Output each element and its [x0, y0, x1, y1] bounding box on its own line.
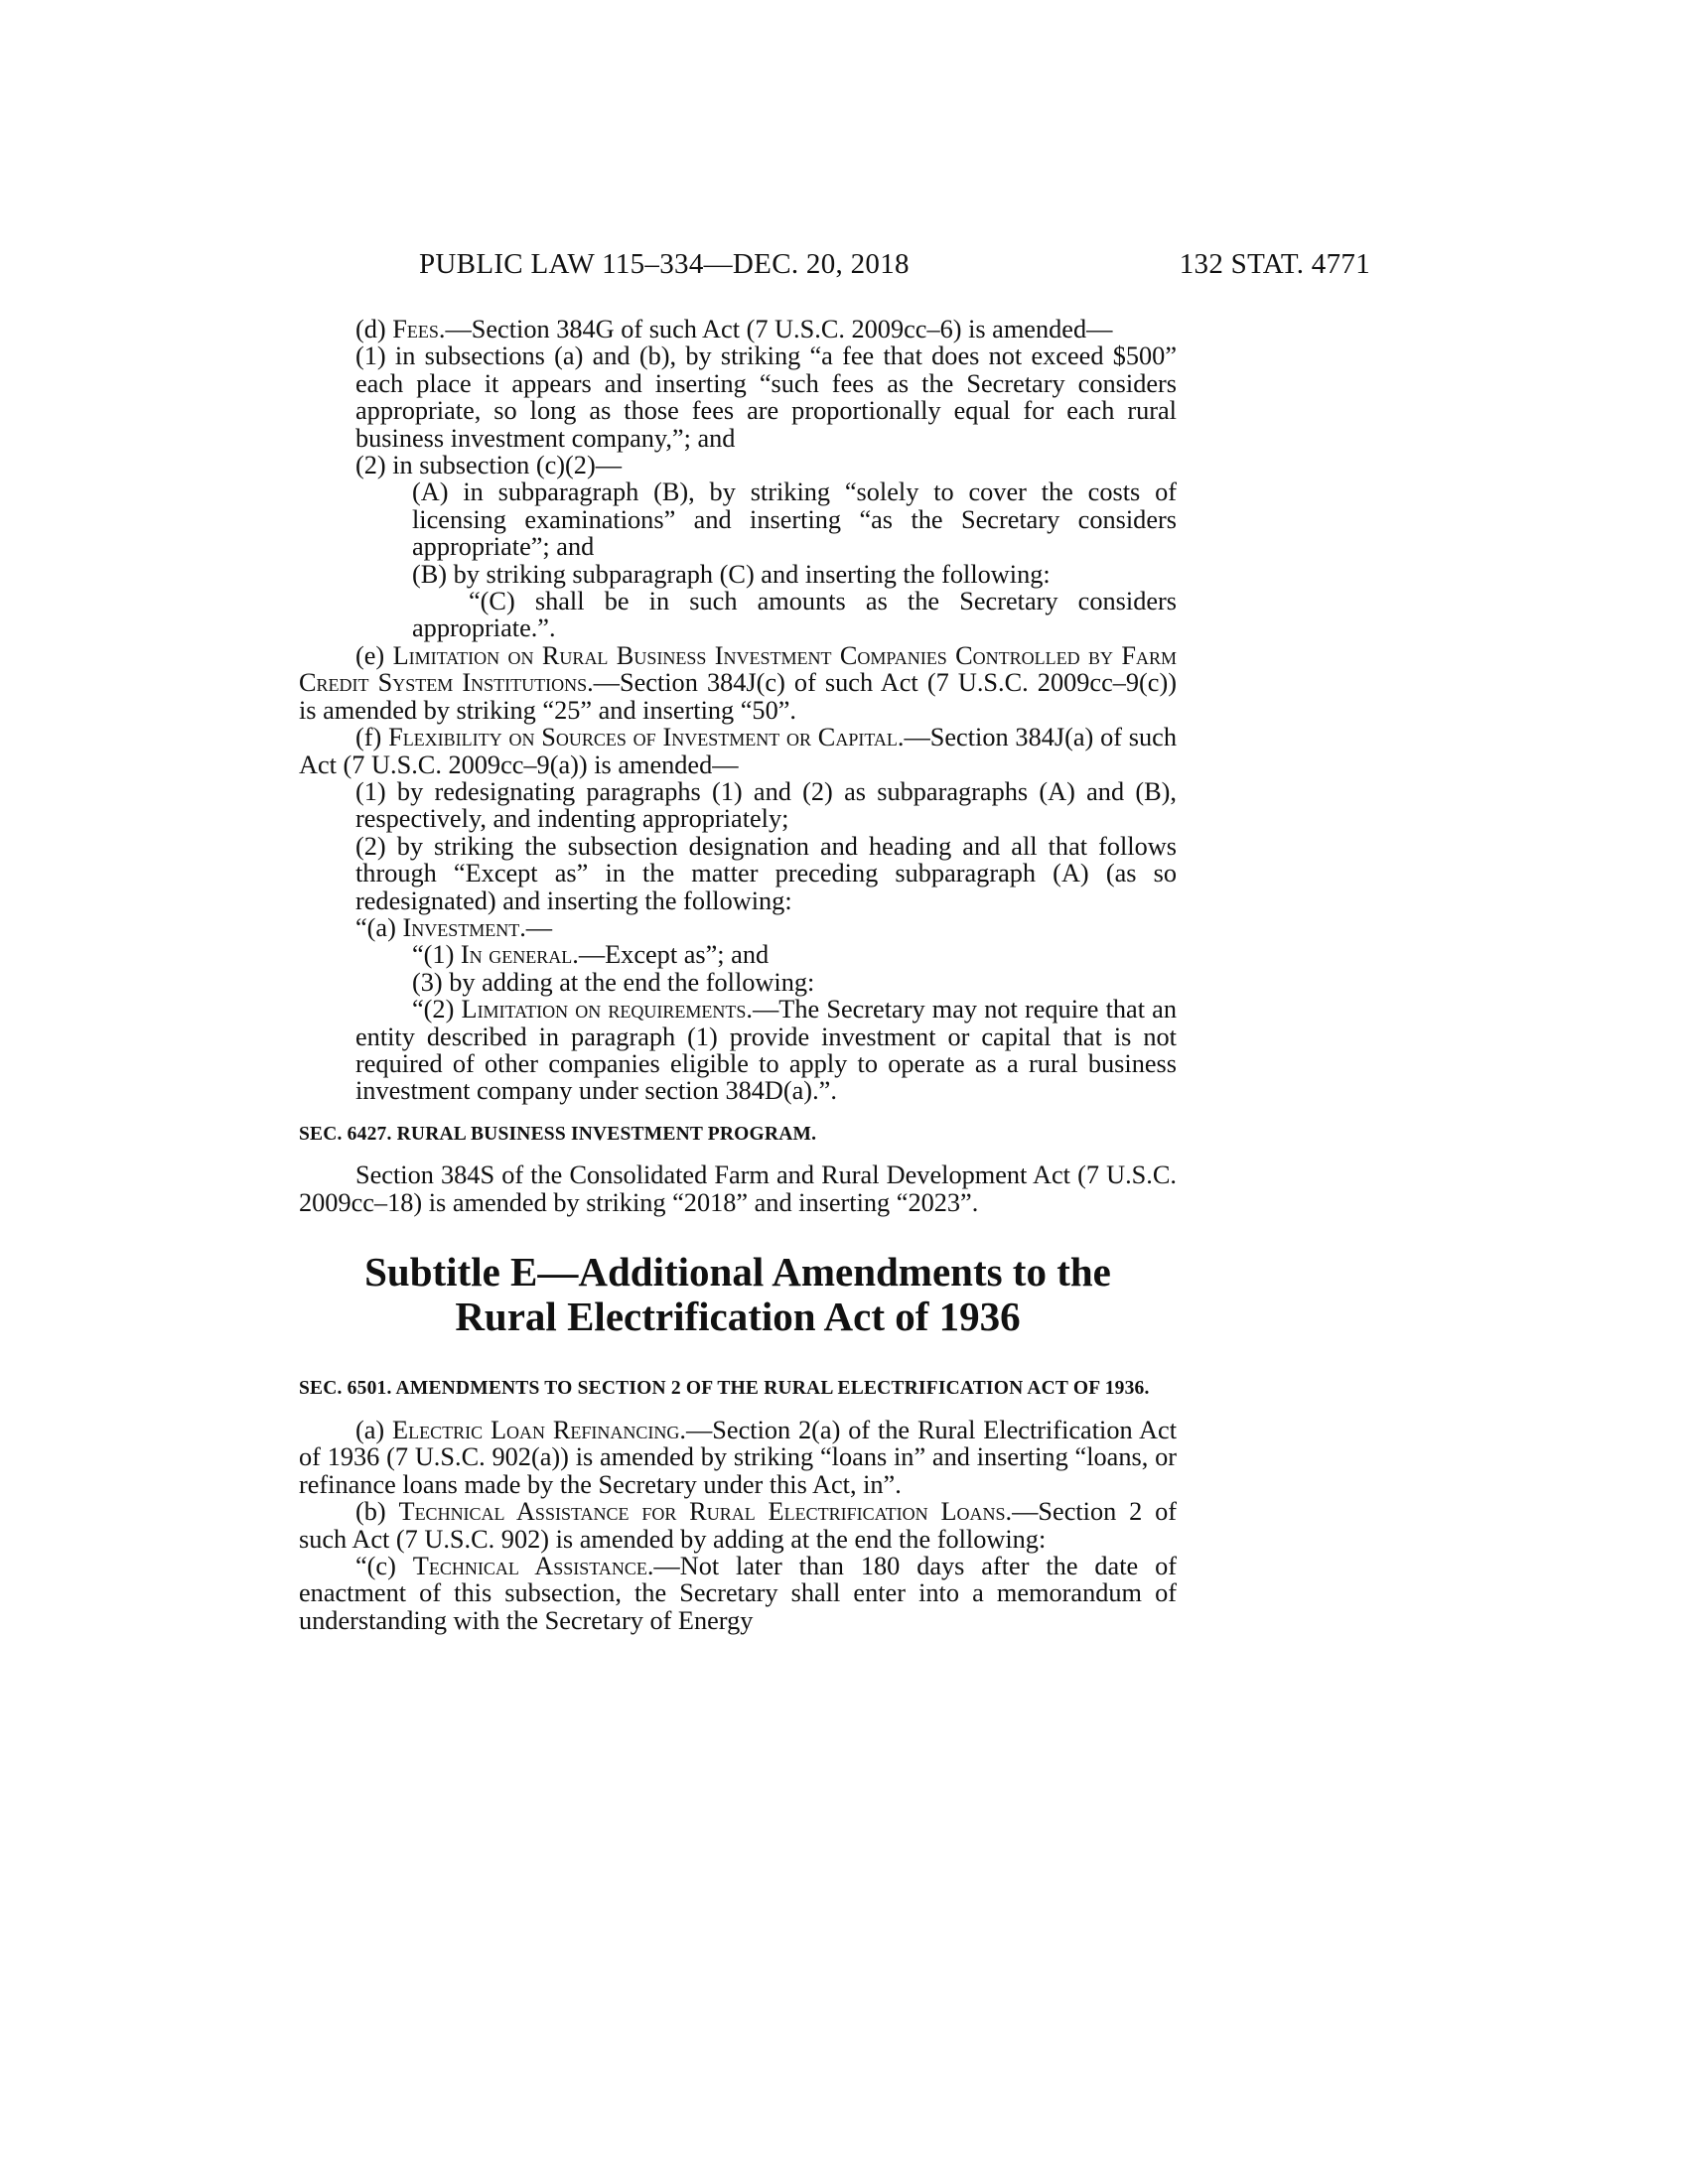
quoted-subparagraph-C: “(C) shall be in such amounts as the Secretary considers appropriate.”. [412, 587, 1177, 643]
section-6427-text: Section 384S of the Consolidated Farm and Rural Development Act (7 U.S.C. 2009cc–18) is amended by striking “2018” and inserting “2023”. [299, 1160, 1177, 1217]
paragraph-d-2: (2) in subsection (c)(2)— [355, 451, 623, 480]
paragraph-f-2: (2) by striking the subsection designation and heading and all that follows through “Except as” in the matter preceding subparagraph (A) (as so redesignated) and inserting the following: [355, 831, 1177, 915]
quoted-paragraph-2: “(2) Limitation on requirements.—The Secretary may not require that an entity described in paragraph (1) provide investment or capital that is not required of other companies eligible to apply to operate as a rural business investment company under section 384D(a).”. [355, 995, 1177, 1106]
running-head: PUBLIC LAW 115–334—DEC. 20, 2018 [419, 248, 910, 280]
subtitle-heading [299, 1250, 1177, 1339]
section-6501-a: (a) Electric Loan Refinancing.—Section 2(a) of the Rural Electrification Act of 1936 (7 U.S.C. 902(a)) is amended by striking “loans in” and inserting “loans, or refinance loans made by the Secretary under this Act, in”. [299, 1416, 1177, 1499]
quoted-subsection-a: “(a) Investment.— [355, 912, 553, 942]
subsection-d: (d) Fees.—Section 384G of such Act (7 U.S.C. 2009cc–6) is amended— [355, 315, 1113, 343]
page-header [298, 248, 1370, 288]
subsection-e: (e) Limitation on Rural Business Investment Companies Controlled by Farm Credit System Institutions.—Section 384J(c) of such Act (7 U.S.C. 2009cc–9(c)) is amended by striking “25” and inserting “50”. [299, 640, 1177, 725]
subtitle-line-1: Subtitle E—Additional Amendments to the [364, 1249, 1111, 1295]
subsection-d-heading: Fees [392, 315, 439, 343]
section-6427-heading: SEC. 6427. RURAL BUSINESS INVESTMENT PROGRAM. [299, 1123, 817, 1145]
section-6501-c: “(c) Technical Assistance.—Not later than 180 days after the date of enactment of this subsection, the Secretary shall enter into a memorandum of understanding with the Secretary of Energy [299, 1552, 1177, 1635]
subsection-e-heading: Limitation on Rural Business Investment Companies Controlled by Farm Credit System Institutions [299, 640, 1177, 698]
subsection-f: (f) Flexibility on Sources of Investment or Capital.—Section 384J(a) of such Act (7 U.S.C. 2009cc–9(a)) is amended— [299, 723, 1177, 779]
subsection-f-heading: Flexibility on Sources of Investment or Capital [388, 723, 898, 752]
subtitle-line-2: Rural Electrification Act of 1936 [455, 1294, 1021, 1339]
section-6501-heading: SEC. 6501. AMENDMENTS TO SECTION 2 OF THE RURAL ELECTRIFICATION ACT OF 1936. [299, 1378, 1150, 1399]
page-body [299, 316, 1177, 1634]
paragraph-f-3: (3) by adding at the end the following: [412, 967, 815, 997]
subparagraph-d-A: (A) in subparagraph (B), by striking “solely to cover the costs of licensing examinations” and inserting “as the Secretary considers appropriate”; and [412, 478, 1177, 562]
paragraph-d-1: (1) in subsections (a) and (b), by striking “a fee that does not exceed $500” each place it appears and inserting “such fees as the Secretary considers appropriate, so long as those fees are proportionally equal for each rural business investment company,”; and [355, 341, 1177, 453]
subparagraph-d-B: (B) by striking subparagraph (C) and inserting the following: [412, 559, 1051, 589]
paragraph-f-1: (1) by redesignating paragraphs (1) and (2) as subparagraphs (A) and (B), respectively, and indenting appropriately; [355, 776, 1177, 834]
section-6501-b: (b) Technical Assistance for Rural Electrification Loans.—Section 2 of such Act (7 U.S.C. 902) is amended by adding at the end the following: [299, 1497, 1177, 1554]
page-number: 132 STAT. 4771 [1179, 248, 1370, 280]
quoted-paragraph-1: “(1) In general.—Except as”; and [412, 940, 770, 970]
